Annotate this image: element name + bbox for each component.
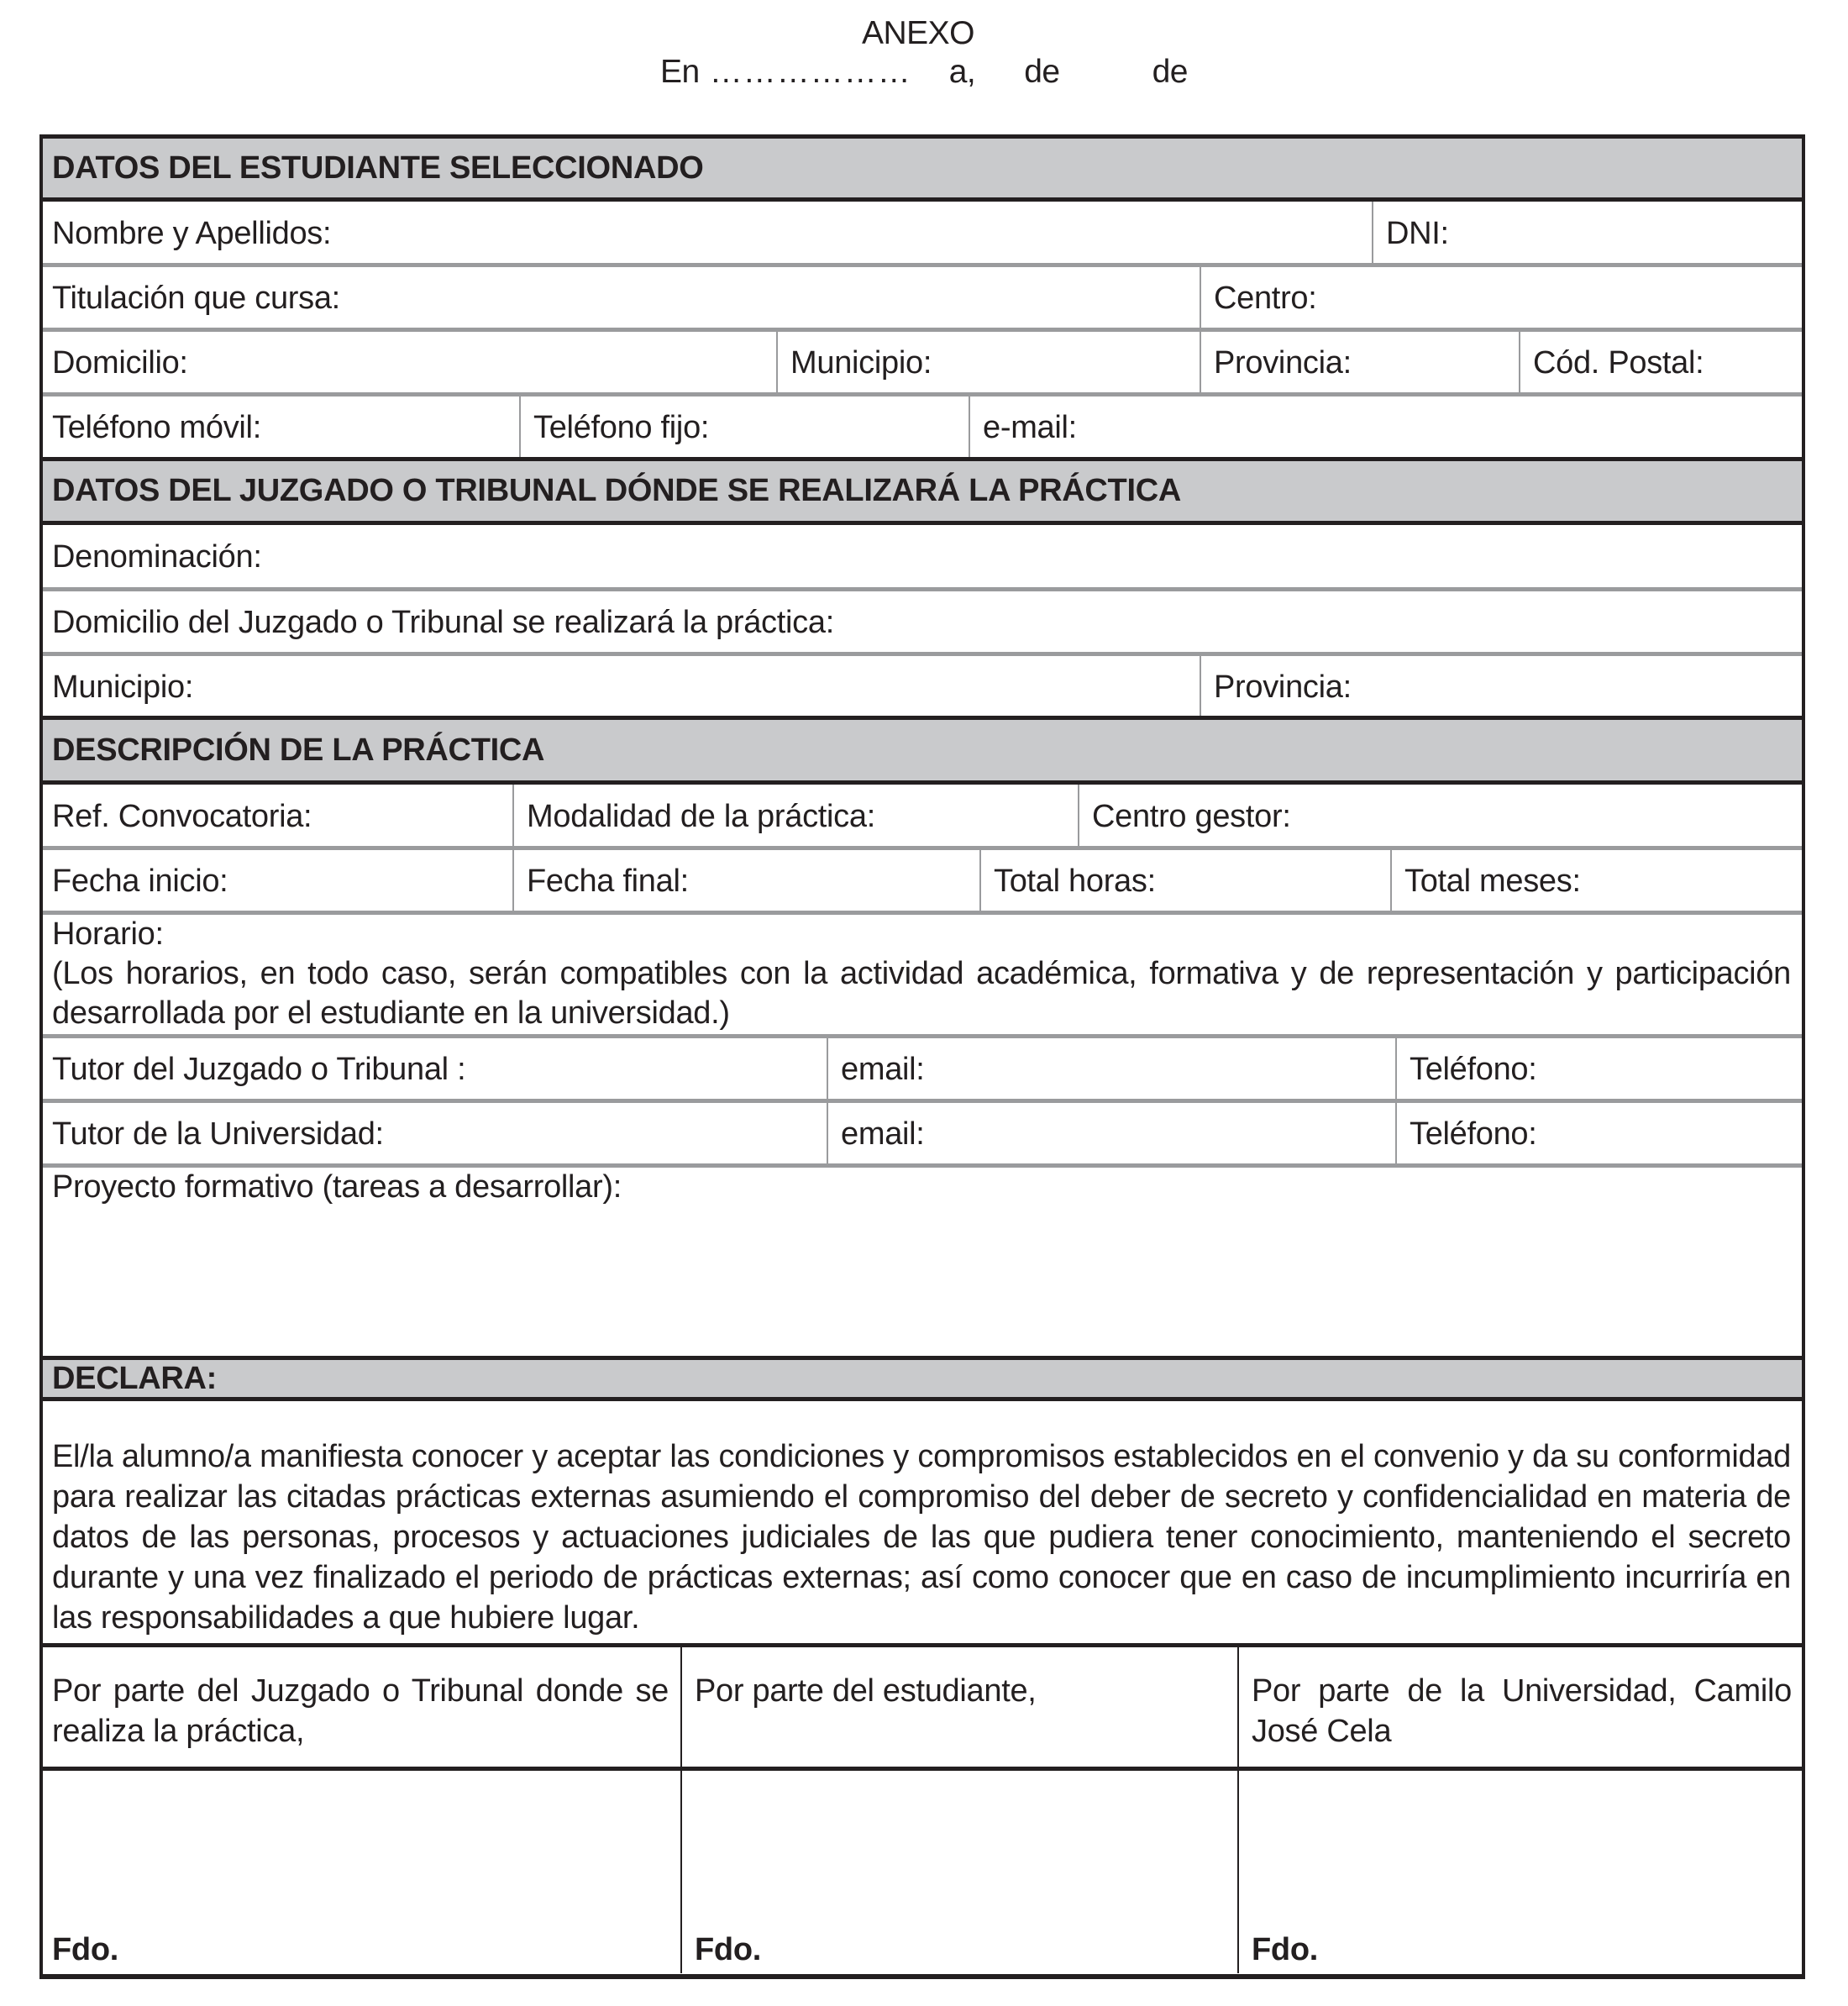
form-row — [39, 202, 1803, 265]
section-title: DATOS DEL ESTUDIANTE SELECCIONADO — [52, 150, 704, 186]
form-row — [39, 328, 1803, 395]
form-row — [39, 1163, 1803, 1358]
field-total-horas[interactable]: Total horas: — [981, 850, 1392, 913]
signature-box-university[interactable] — [1239, 1771, 1803, 1973]
field-centro[interactable]: Centro: — [1214, 281, 1317, 316]
form-row — [39, 392, 1803, 459]
field-titulacion[interactable]: Titulación que cursa: — [39, 267, 1201, 330]
form-row — [39, 785, 1803, 848]
section-title: DECLARA: — [52, 1360, 218, 1396]
place-date-line — [0, 55, 1848, 88]
form-row — [39, 911, 1803, 1037]
field-tutor-juzgado-email[interactable]: email: — [828, 1038, 1397, 1101]
section-header-practice — [39, 716, 1803, 785]
place-blank[interactable]: ……………… — [709, 54, 911, 90]
field-tutor-universidad[interactable]: Tutor de la Universidad: — [39, 1103, 828, 1166]
field-domicilio[interactable]: Domicilio: — [39, 332, 778, 395]
field-centro-gestor[interactable]: Centro gestor: — [1092, 798, 1291, 834]
date-a: a, — [948, 54, 976, 90]
fdo-label: Fdo. — [52, 1932, 118, 1967]
field-fecha-final[interactable]: Fecha final: — [514, 850, 981, 913]
signature-parties-row — [39, 1643, 1803, 1769]
field-domicilio-juzgado[interactable]: Domicilio del Juzgado o Tribunal se realizará la práctica: — [52, 605, 834, 640]
date-de-month: de — [1024, 54, 1060, 90]
document-title: ANEXO — [861, 15, 975, 51]
section-title: DATOS DEL JUZGADO O TRIBUNAL DÓNDE SE REALIZARÁ LA PRÁCTICA — [52, 473, 1182, 508]
field-tutor-universidad-telefono[interactable]: Teléfono: — [1410, 1116, 1537, 1152]
field-tutor-juzgado-telefono[interactable]: Teléfono: — [1410, 1052, 1537, 1087]
signature-party-court: Por parte del Juzgado o Tribunal donde se realiza la práctica, — [39, 1647, 682, 1769]
section-header-declara — [39, 1356, 1803, 1401]
signature-box-student[interactable] — [682, 1771, 1239, 1973]
section-header-student — [39, 134, 1803, 202]
field-nombre-apellidos[interactable]: Nombre y Apellidos: — [39, 202, 1373, 265]
declaration-text: El/la alumno/a manifiesta conocer y aceptar las condiciones y compromisos establecidos en el convenio y da su conformidad para realizar las citadas prácticas externas asumiendo el compromiso del deber de secreto y confidencialidad en materia de datos de las personas, procesos y actuaciones judiciales de las que pudiera tener conocimiento, manteniendo el secreto durante y una vez finalizado el periodo de prácticas externas; así como conocer que en caso de incumplimiento incurriría en las responsabilidades a que hubiere lugar. — [52, 1439, 1791, 1636]
form-row — [39, 525, 1803, 589]
date-de-year: de — [1152, 54, 1188, 90]
field-fecha-inicio[interactable]: Fecha inicio: — [39, 850, 514, 913]
fdo-label: Fdo. — [695, 1932, 761, 1967]
fdo-label: Fdo. — [1252, 1932, 1318, 1967]
field-horario[interactable] — [39, 915, 1803, 1037]
signature-box-court[interactable] — [39, 1771, 682, 1973]
field-tutor-juzgado[interactable]: Tutor del Juzgado o Tribunal : — [39, 1038, 828, 1101]
section-title: DESCRIPCIÓN DE LA PRÁCTICA — [52, 732, 545, 768]
field-modalidad[interactable]: Modalidad de la práctica: — [514, 785, 1079, 848]
horario-label: Horario: — [52, 916, 164, 952]
field-provincia[interactable]: Provincia: — [1201, 332, 1520, 395]
form-row — [39, 1034, 1803, 1101]
signature-party-university: Por parte de la Universidad, Camilo José Cela — [1252, 1673, 1792, 1749]
signature-party-student: Por parte del estudiante, — [682, 1647, 1239, 1769]
field-cod-postal[interactable]: Cód. Postal: — [1533, 345, 1704, 381]
field-email[interactable]: e-mail: — [983, 410, 1077, 445]
field-tutor-universidad-email[interactable]: email: — [828, 1103, 1397, 1166]
field-telefono-movil[interactable]: Teléfono móvil: — [39, 396, 521, 459]
field-municipio-juzgado[interactable]: Municipio: — [39, 656, 1201, 718]
horario-note: (Los horarios, en todo caso, serán compatibles con la actividad académica, formativa y de representación y participación desarrollada por el estudiante en la universidad.) — [52, 956, 1791, 1031]
declaration-row — [39, 1401, 1803, 1645]
field-provincia-juzgado[interactable]: Provincia: — [1214, 669, 1352, 705]
form-row — [39, 652, 1803, 718]
field-dni[interactable]: DNI: — [1386, 215, 1449, 251]
form-row — [39, 263, 1803, 330]
field-municipio[interactable]: Municipio: — [778, 332, 1201, 395]
form-row — [39, 846, 1803, 913]
section-header-court — [39, 457, 1803, 525]
form-row — [39, 1099, 1803, 1166]
field-proyecto-formativo[interactable]: Proyecto formativo (tareas a desarrollar): — [52, 1169, 622, 1205]
signature-fdo-row — [39, 1767, 1803, 1973]
field-ref-convocatoria[interactable]: Ref. Convocatoria: — [39, 785, 514, 848]
field-telefono-fijo[interactable]: Teléfono fijo: — [521, 396, 970, 459]
field-denominacion[interactable]: Denominación: — [52, 538, 262, 575]
form-row — [39, 587, 1803, 654]
place-prefix: En — [659, 54, 700, 90]
field-total-meses[interactable]: Total meses: — [1404, 864, 1581, 899]
